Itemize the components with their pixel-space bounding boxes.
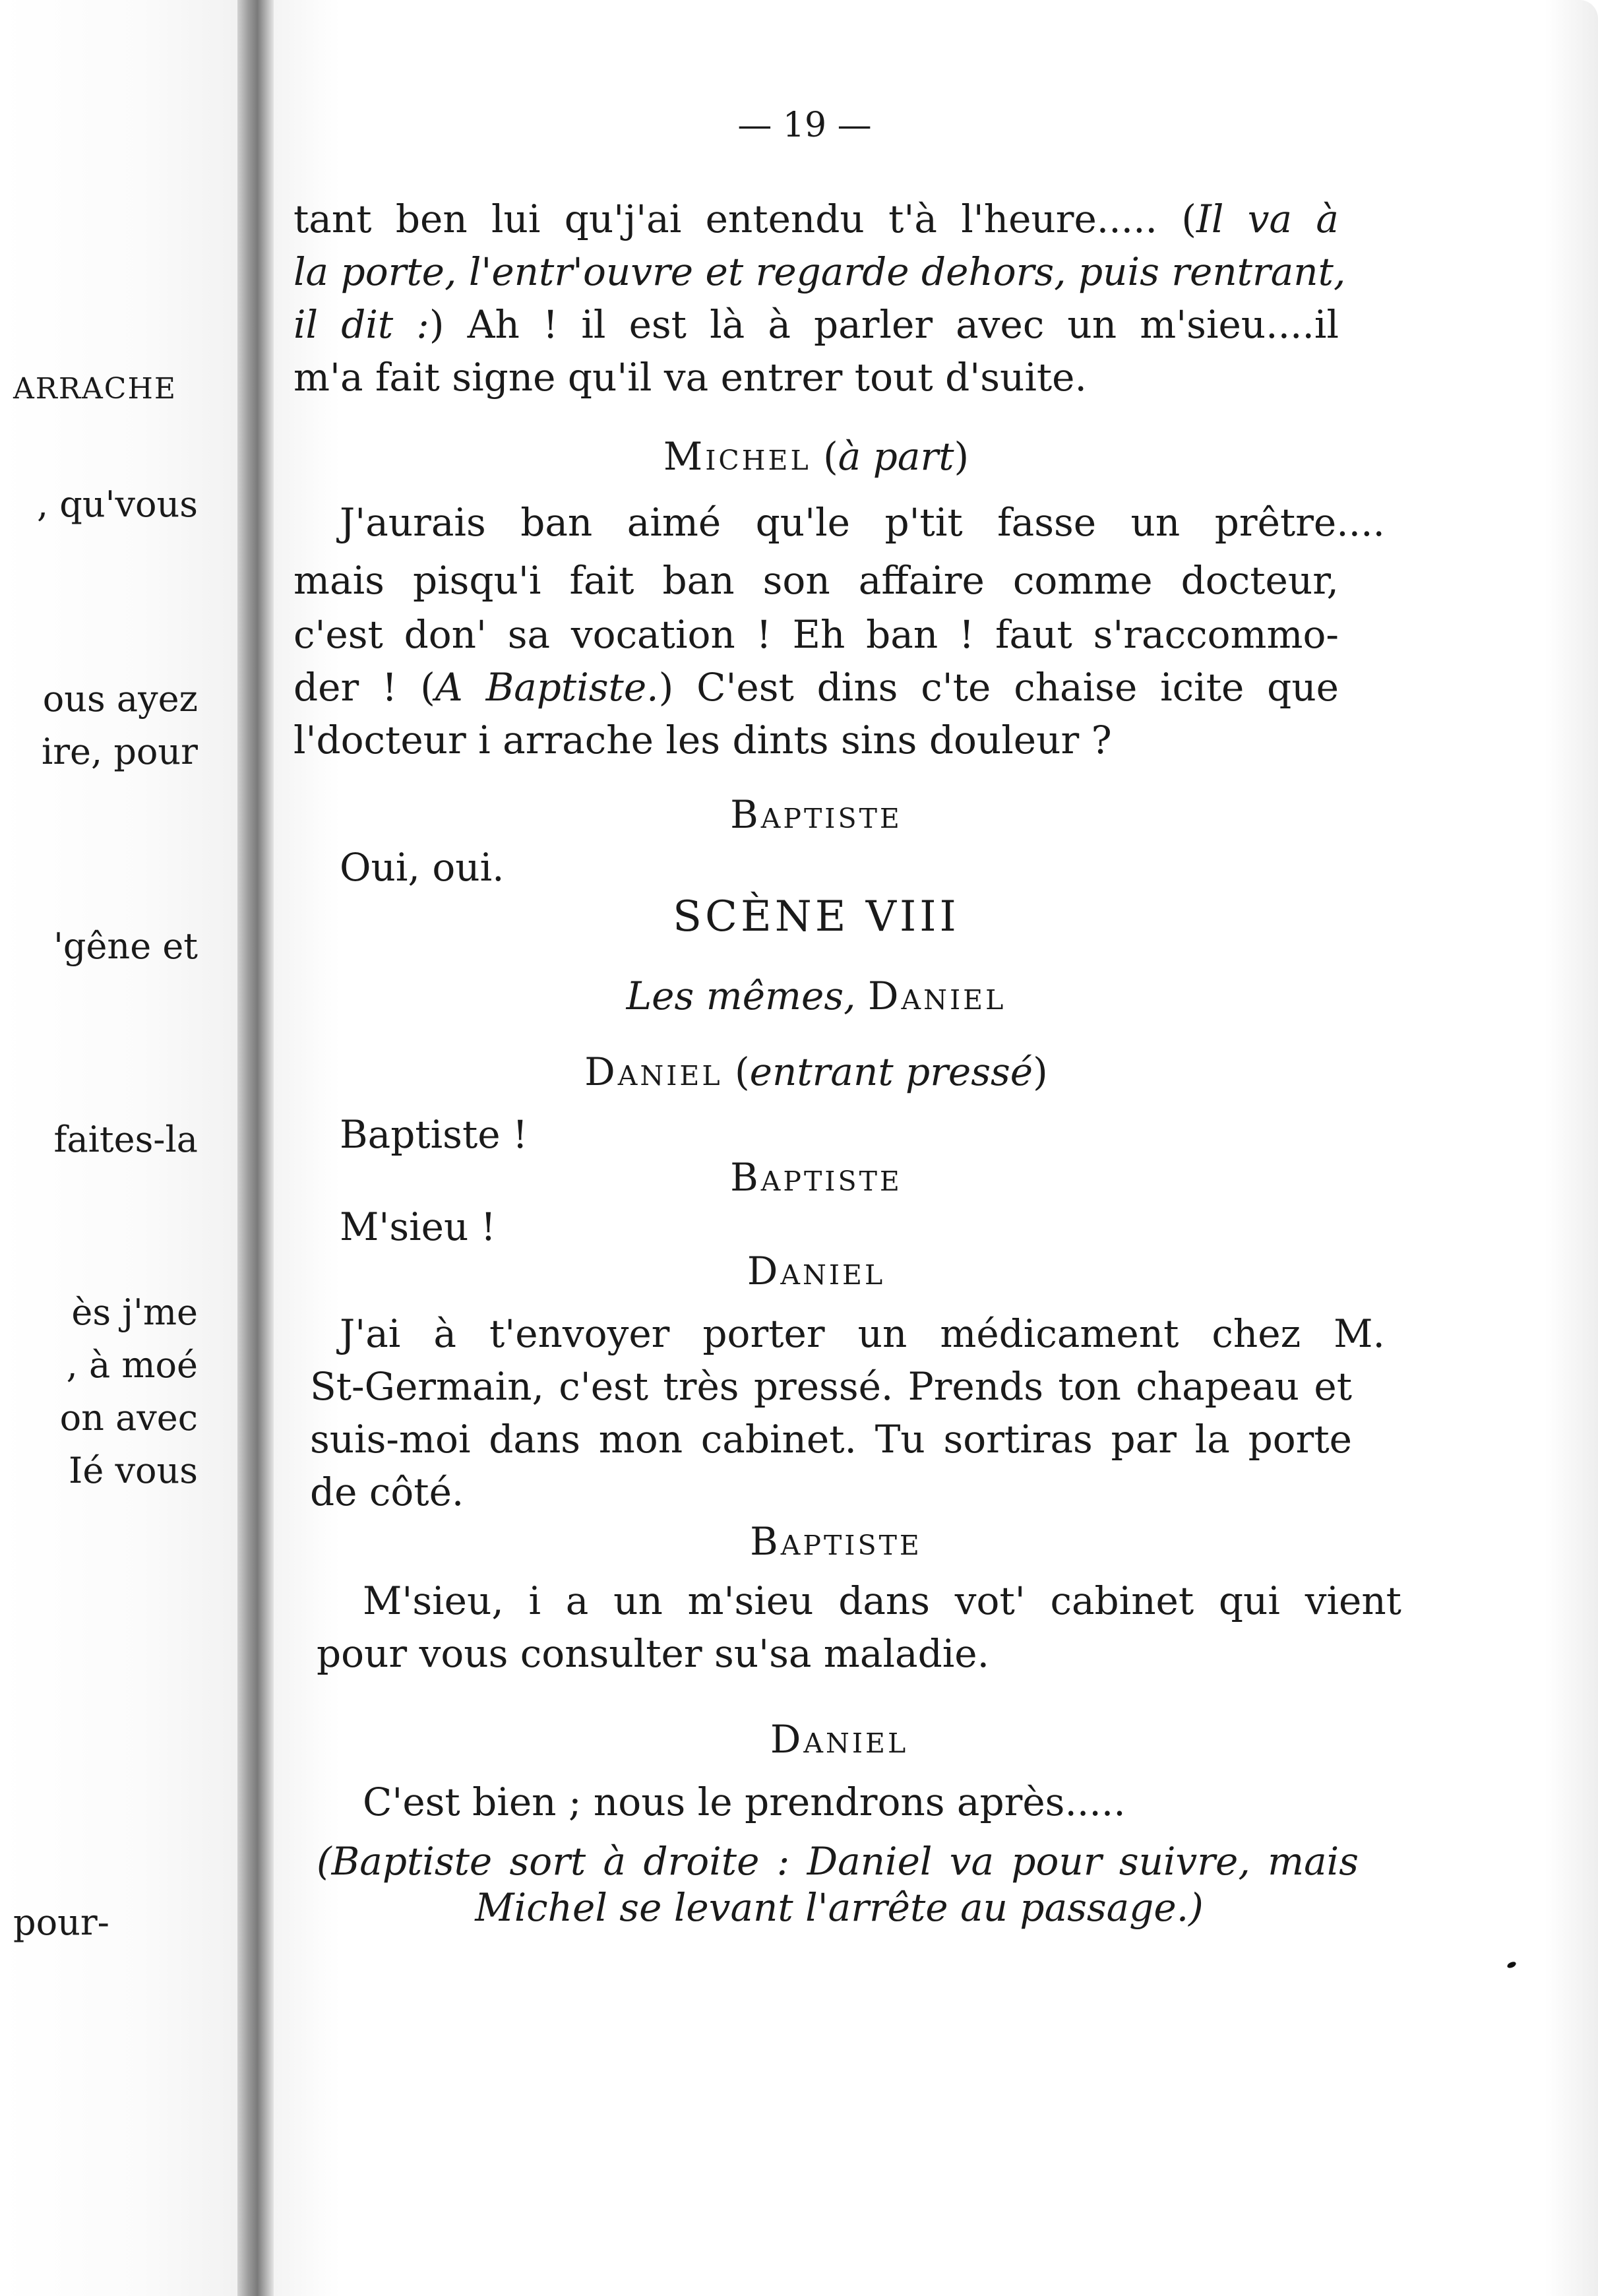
stage-direction: il dit :	[293, 302, 429, 347]
text-line	[293, 841, 1385, 894]
text-span: m'a fait signe qu'il va entrer tout d'suite.	[293, 355, 1087, 400]
stage-direction: Les mêmes,	[626, 974, 868, 1018]
text-span: M'sieu, i a un m'sieu dans vot' cabinet qui vient	[363, 1578, 1401, 1623]
speaker-line	[317, 1713, 1362, 1766]
stage-direction: à part	[838, 434, 954, 479]
text-span: der ! (	[293, 665, 435, 710]
left-page-line: faites-la	[53, 1119, 198, 1160]
text-line	[293, 714, 1339, 766]
left-page-line: , à moé	[66, 1344, 198, 1386]
speaker-name: Daniel	[867, 974, 1006, 1018]
speaker-line	[293, 788, 1339, 841]
text-span: Baptiste !	[340, 1112, 528, 1157]
left-page-line: 'gêne et	[53, 925, 198, 967]
speaker-name: Michel	[663, 434, 811, 479]
text-line	[310, 1413, 1352, 1466]
left-page-line: Ié vous	[69, 1450, 198, 1491]
text-span: de côté.	[310, 1470, 464, 1514]
left-page-line: ous ayez	[42, 678, 198, 720]
text-line	[317, 1574, 1401, 1627]
speaker-name: Daniel	[770, 1717, 909, 1762]
text-line	[293, 298, 1339, 351]
stage-direction: Michel se levant l'arrête au passage.)	[475, 1885, 1204, 1930]
text-span: mais pisqu'i fait ban son affaire comme docteur,	[293, 558, 1339, 603]
speaker-name: Daniel	[747, 1249, 886, 1293]
stage-direction-line	[317, 1835, 1359, 1888]
text-span: )	[1033, 1049, 1048, 1094]
speaker-name: Baptiste	[730, 792, 902, 837]
stage-direction: (Baptiste sort à droite : Daniel va pour suivre, mais	[317, 1839, 1359, 1884]
speaker-line	[293, 1245, 1339, 1297]
stage-direction: la porte, l'entr'ouvre et regarde dehors, puis rentrant,	[293, 249, 1346, 294]
text-span: C'est bien ; nous le prendrons après.....	[363, 1780, 1126, 1824]
text-span: suis-moi dans mon cabinet. Tu sortiras par la porte	[310, 1417, 1352, 1462]
left-page-line: ire, pour	[41, 731, 198, 772]
stage-direction: entrant pressé	[749, 1049, 1033, 1094]
stage-direction: A Baptiste.	[435, 665, 659, 710]
left-page-line: pour-	[13, 1902, 109, 1943]
characters-line	[293, 970, 1339, 1022]
text-line	[293, 661, 1339, 714]
text-span: c'est don' sa vocation ! Eh ban ! faut s'raccommo-	[293, 612, 1339, 657]
stage-direction-line	[293, 245, 1346, 298]
left-page	[0, 0, 237, 2296]
speaker-line	[313, 1515, 1359, 1568]
left-page-line: ès j'me	[71, 1291, 198, 1333]
text-line	[293, 496, 1385, 549]
text-line	[293, 351, 1339, 404]
text-span: J'ai à t'envoyer porter un médicament chez M.	[340, 1311, 1385, 1356]
speaker-name: Baptiste	[730, 1155, 902, 1200]
speaker-name: Daniel	[584, 1049, 723, 1094]
text-line	[293, 554, 1339, 607]
text-line	[310, 1360, 1352, 1413]
left-page-line: on avec	[59, 1397, 198, 1439]
text-span: M'sieu !	[340, 1204, 497, 1249]
text-span: St-Germain, c'est très pressé. Prends ton chapeau et	[310, 1364, 1352, 1409]
text-span: )	[954, 434, 969, 479]
book-gutter	[237, 0, 274, 2296]
text-line	[310, 1466, 1355, 1518]
text-line	[293, 193, 1339, 245]
text-span: pour vous consulter su'sa maladie.	[317, 1631, 990, 1676]
text-line	[317, 1627, 1362, 1680]
stage-direction: Il va à	[1196, 197, 1339, 241]
left-page-line: , qu'vous	[36, 483, 198, 525]
text-span: (	[811, 434, 838, 479]
text-span: SCÈNE VIII	[673, 892, 960, 941]
text-span: (	[722, 1049, 750, 1094]
text-span: ) C'est dins c'te chaise icite que	[658, 665, 1339, 710]
speaker-line	[293, 1151, 1339, 1204]
left-page-line: ARRACHE	[13, 372, 177, 406]
text-line	[293, 1307, 1385, 1360]
scene-title	[293, 890, 1339, 943]
text-span: J'aurais ban aimé qu'le p'tit fasse un prêtre....	[340, 500, 1385, 545]
page-number: — 19 —	[737, 106, 872, 145]
text-span: l'docteur i arrache les dints sins douleur ?	[293, 718, 1112, 762]
speaker-line	[293, 1045, 1339, 1098]
text-line	[317, 1776, 1408, 1828]
text-line	[293, 608, 1339, 661]
stage-direction-line	[317, 1881, 1362, 1934]
speaker-name: Baptiste	[750, 1519, 922, 1564]
text-span: ) Ah ! il est là à parler avec un m'sieu....il	[429, 302, 1339, 347]
text-span: tant ben lui qu'j'ai entendu t'à l'heure..... (	[293, 197, 1196, 241]
text-span: Oui, oui.	[340, 845, 505, 890]
speaker-line	[293, 430, 1339, 483]
